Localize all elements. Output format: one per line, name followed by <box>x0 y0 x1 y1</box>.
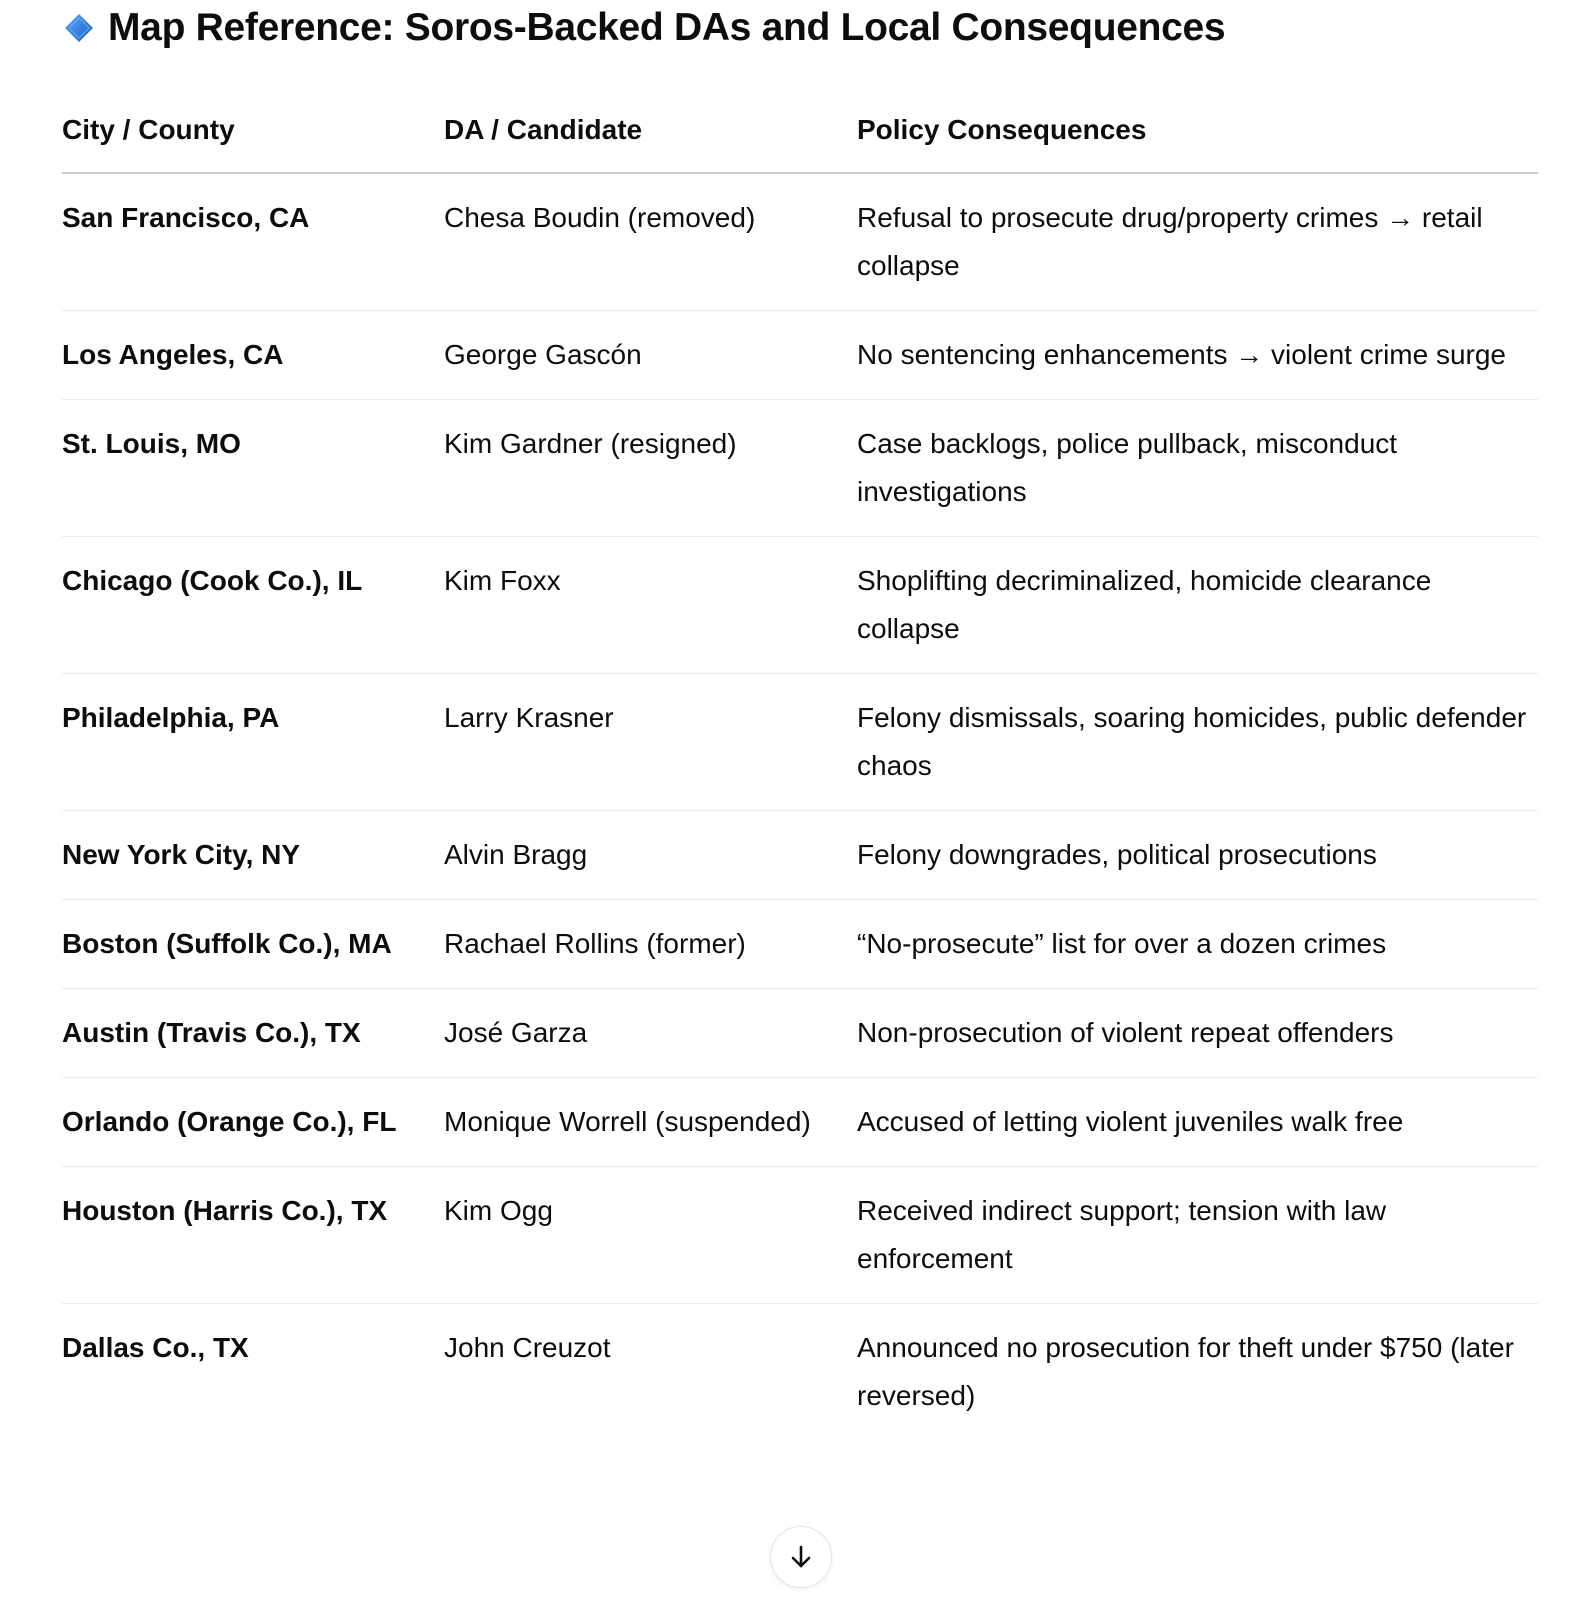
da-cell: Rachael Rollins (former) <box>444 900 857 989</box>
page-title: Map Reference: Soros-Backed DAs and Local Consequences <box>108 6 1226 49</box>
da-cell: Monique Worrell (suspended) <box>444 1078 857 1167</box>
city-cell: Houston (Harris Co.), TX <box>62 1167 444 1304</box>
city-cell: Dallas Co., TX <box>62 1332 249 1363</box>
consequence-cell: Non-prosecution of violent repeat offenders <box>857 989 1538 1078</box>
da-reference-table <box>62 98 1538 1440</box>
table-row <box>62 400 1538 537</box>
consequence-cell: Refusal to prosecute drug/property crimes → retail collapse <box>857 173 1538 311</box>
city-cell: New York City, NY <box>62 811 444 900</box>
da-cell: Kim Gardner (resigned) <box>444 400 857 537</box>
consequence-cell: “No-prosecute” list for over a dozen crimes <box>857 900 1538 989</box>
city-cell: San Francisco, CA <box>62 173 444 311</box>
city-cell: Chicago (Cook Co.), IL <box>62 537 444 674</box>
arrow-down-icon <box>786 1542 816 1572</box>
column-header-da: DA / Candidate <box>444 98 857 173</box>
table-row <box>62 900 1538 989</box>
da-cell: Kim Foxx <box>444 537 857 674</box>
table-row <box>62 311 1538 400</box>
consequence-cell: Felony dismissals, soaring homicides, public defender chaos <box>857 674 1538 811</box>
consequence-cell: Received indirect support; tension with law enforcement <box>857 1167 1538 1304</box>
column-header-consequences: Policy Consequences <box>857 98 1538 173</box>
da-cell: George Gascón <box>444 311 857 400</box>
table-row <box>62 1167 1538 1304</box>
table-row <box>62 173 1538 311</box>
section-heading <box>62 0 1538 56</box>
city-cell: Orlando (Orange Co.), FL <box>62 1078 444 1167</box>
city-cell: St. Louis, MO <box>62 400 444 537</box>
consequence-cell: Announced no prosecution for theft under $750 (later reversed) <box>857 1332 1514 1411</box>
da-cell: Chesa Boudin (removed) <box>444 173 857 311</box>
table-row <box>62 1078 1538 1167</box>
city-cell: Los Angeles, CA <box>62 311 444 400</box>
da-cell: José Garza <box>444 989 857 1078</box>
city-cell: Boston (Suffolk Co.), MA <box>62 900 444 989</box>
column-header-city: City / County <box>62 98 444 173</box>
table-row <box>62 537 1538 674</box>
table-row <box>62 989 1538 1078</box>
city-cell: Austin (Travis Co.), TX <box>62 989 444 1078</box>
city-cell: Philadelphia, PA <box>62 674 444 811</box>
table-row <box>62 674 1538 811</box>
consequence-cell: Case backlogs, police pullback, misconduct investigations <box>857 400 1538 537</box>
table-row <box>62 811 1538 900</box>
da-cell: John Creuzot <box>444 1332 611 1363</box>
message-content <box>62 0 1538 1440</box>
blue-diamond-icon <box>64 13 94 43</box>
table-header-row <box>62 98 1538 173</box>
table-row <box>62 1304 1538 1441</box>
consequence-cell: No sentencing enhancements → violent crime surge <box>857 311 1538 400</box>
da-cell: Alvin Bragg <box>444 811 857 900</box>
consequence-cell: Shoplifting decriminalized, homicide clearance collapse <box>857 537 1538 674</box>
consequence-cell: Felony downgrades, political prosecutions <box>857 811 1538 900</box>
da-cell: Kim Ogg <box>444 1167 857 1304</box>
scroll-to-bottom-button[interactable] <box>770 1526 832 1588</box>
da-cell: Larry Krasner <box>444 674 857 811</box>
consequence-cell: Accused of letting violent juveniles walk free <box>857 1078 1538 1167</box>
